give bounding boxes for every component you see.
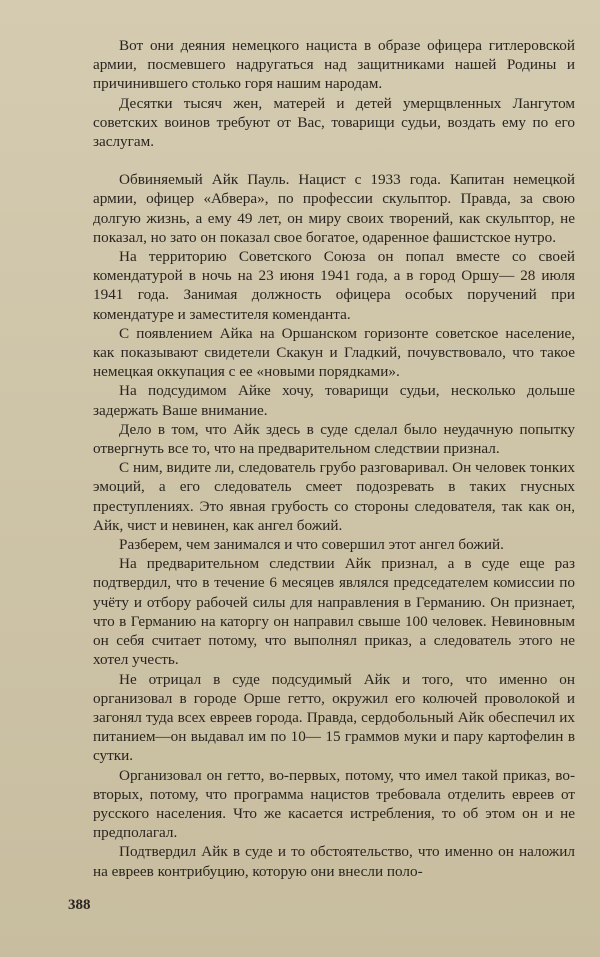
paragraph-3: Обвиняемый Айк Пауль. Нацист с 1933 года. Капитан немецкой армии, офицер «Абвера», по профессии скульптор. Правда, за свою долгую жизнь, а ему 49 лет, он миру своих творений, как скульптор, не показал, но зато он показал свое богатое, одаренное фашистское нутро. — [93, 171, 575, 246]
paragraph-5: С появлением Айка на Оршанском горизонте советское население, как показывают свидетели Скакун и Гладкий, почувствовало, что такое немецкая оккупация с ее «новыми порядками». — [93, 324, 575, 381]
paragraph-10: На предварительном следствии Айк признал, а в суде еще раз подтвердил, что в течение 6 месяцев являлся председателем комиссии по учёту и отбору рабочей силы для направления в Германию. Он признает, что в Германию на каторгу он направил свыше 100 человек. Невиновным он себя считает потому, что выполнял приказ, а следователь этого не хотел учесть. — [93, 555, 575, 669]
paragraph-11: Не отрицал в суде подсудимый Айк и того, что именно он организовал в городе Орше гетто, окружил его колючей проволокой и загонял туда всех евреев города. Правда, сердобольный Айк обеспечил их питанием—он выдавал им по 10— 15 граммов муки и пару картофелин в сутки. — [93, 670, 575, 765]
paragraph-2: Десятки тысяч жен, матерей и детей умерщвленных Лангутом советских воинов требуют от Вас, товарищи судьи, воздать ему по его заслугам. — [93, 94, 575, 151]
paragraph-13: Подтвердил Айк в суде и то обстоятельство, что именно он наложил на евреев контрибуцию, которую они внесли поло- — [93, 843, 575, 880]
paragraph-7: Дело в том, что Айк здесь в суде сделал было неудачную попытку отвергнуть все то, что на предварительном следствии признал. — [93, 420, 575, 458]
paragraph-6: На подсудимом Айке хочу, товарищи судьи, несколько дольше задержать Ваше внимание. — [93, 382, 575, 419]
paragraph-4: На территорию Советского Союза он попал вместе со своей комендатурой в ночь на 23 июня 1941 года, а в город Оршу— 28 июля 1941 года. Занимая должность офицера особых поручений при комендатуре и заместителя коменданта. — [93, 248, 575, 323]
paragraph-1: Вот они деяния немецкого нациста в образе офицера гитлеровской армии, посмевшего надругаться над защитниками нашей Родины и причинившего столько горя нашим народам. — [93, 37, 575, 93]
body-text — [93, 36, 575, 881]
paragraph-8: С ним, видите ли, следователь грубо разговаривал. Он человек тонких эмоций, а его следователь смеет подозревать в таких гнусных преступлениях. Это явная грубость со стороны следователя, так как он, Айк, чист и невинен, как ангел божий. — [93, 459, 575, 534]
paragraph-12: Организовал он гетто, во-первых, потому, что имел такой приказ, во-вторых, потому, что программа нацистов требовала отделить евреев от русского населения. Что же касается истребления, то об этом он и не предполагал. — [93, 766, 575, 842]
page-number: 388 — [68, 897, 91, 913]
paragraph-9: Разберем, чем занимался и что совершил этот ангел божий. — [119, 536, 504, 554]
